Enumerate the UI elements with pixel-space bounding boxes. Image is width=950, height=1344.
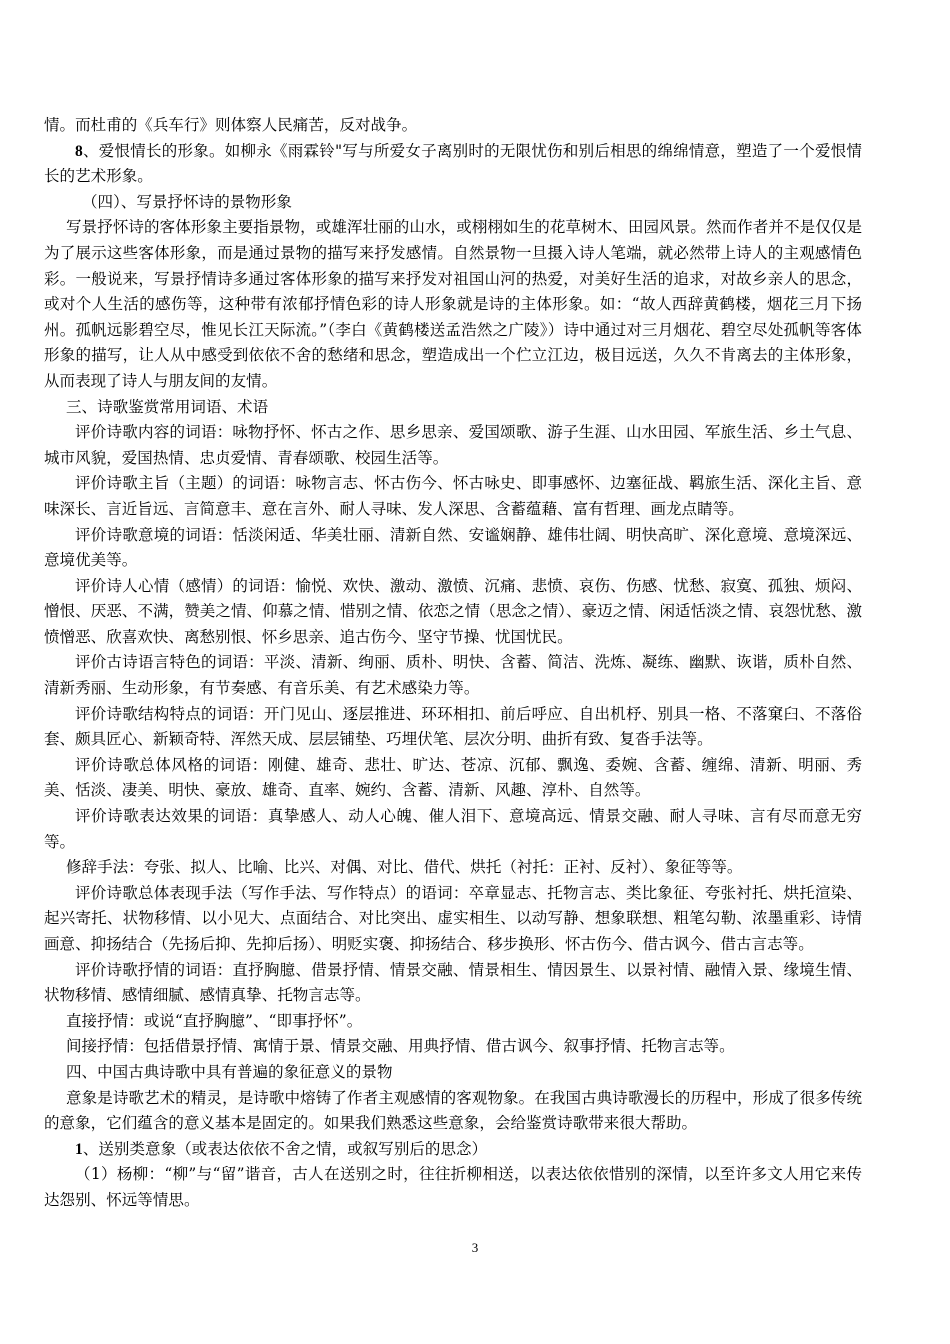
paragraph [44, 113, 862, 139]
paragraph [44, 804, 862, 855]
paragraph [44, 139, 862, 190]
paragraph [44, 753, 862, 804]
paragraph [44, 1060, 862, 1086]
paragraph-text: 评价诗歌结构特点的词语：开门见山、逐层推进、环环相扣、前后呼应、自出机杼、别具一格、不落窠臼、不落俗套、颇具匠心、新颖奇特、浑然天成、层层铺垫、巧埋伏笔、层次分明、曲折有致、复沓手法等。 [44, 704, 862, 749]
paragraph [44, 881, 862, 958]
paragraph [44, 1162, 862, 1213]
paragraph [44, 215, 862, 394]
paragraph [44, 190, 862, 216]
paragraph-text: 评价诗歌抒情的词语：直抒胸臆、借景抒情、情景交融、情景相生、情因景生、以景衬情、融情入景、缘境生情、状物移情、感情细腻、感情真挚、托物言志等。 [44, 960, 862, 1005]
paragraph [44, 420, 862, 471]
section-number: 8 [75, 142, 83, 160]
paragraph-text: 四、中国古典诗歌中具有普遍的象征意义的景物 [66, 1062, 393, 1081]
paragraph-text: 评价诗歌总体风格的词语：刚健、雄奇、悲壮、旷达、苍凉、沉郁、飘逸、委婉、含蓄、缠绵、清新、明丽、秀美、恬淡、凄美、明快、豪放、雄奇、直率、婉约、含蓄、清新、风趣、淳朴、自然等。 [44, 755, 862, 800]
paragraph-text: 评价古诗语言特色的词语：平淡、清新、绚丽、质朴、明快、含蓄、简洁、洗炼、凝练、幽默、诙谐，质朴自然、清新秀丽、生动形象，有节奏感、有音乐美、有艺术感染力等。 [44, 653, 862, 698]
paragraph-text: 评价诗歌意境的词语：恬淡闲适、华美壮丽、清新自然、安谧娴静、雄伟壮阔、明快高旷、深化意境、意境深远、意境优美等。 [44, 525, 862, 570]
paragraph-text: 写景抒怀诗的客体形象主要指景物，或雄浑壮丽的山水，或栩栩如生的花草树木、田园风景。然而作者并不是仅仅是为了展示这些客体形象，而是通过景物的描写来抒发感情。自然景物一旦摄入诗人笔端，就必然带上诗人的主观感情色彩。一般说来，写景抒情诗多通过客体形象的描写来抒发对祖国山河的热爱，对美好生活的追求，对故乡亲人的思念，或对个人生活的感伤等，这种带有浓郁抒情色彩的诗人形象就是诗的主体形象。如：“故人西辞黄鹤楼，烟花三月下扬州。孤帆远影碧空尽，惟见长江天际流。”（李白《黄鹤楼送孟浩然之广陵》）诗中通过对三月烟花、碧空尽处孤帆等客体形象的描写，让人从中感受到依依不舍的愁绪和思念，塑造成出一个伫立江边，极目远送，久久不肯离去的主体形象，从而表现了诗人与朋友间的友情。 [44, 218, 862, 390]
paragraph [44, 1009, 862, 1035]
paragraph-text: 间接抒情：包括借景抒情、寓情于景、情景交融、用典抒情、借古讽今、叙事抒情、托物言志等。 [66, 1037, 735, 1056]
paragraph [44, 702, 862, 753]
paragraph-text: 、送别类意象（或表达依依不舍之情，或叙写别后的思念） [82, 1139, 488, 1158]
paragraph-text: （1）杨柳：“柳”与“留”谐音，古人在送别之时，往往折柳相送，以表达依依惜别的深情，以至许多文人用它来传达怨别、怀远等情思。 [44, 1165, 862, 1209]
paragraph-text: 意象是诗歌艺术的精灵，是诗歌中熔铸了作者主观感情的客观物象。在我国古典诗歌漫长的历程中，形成了很多传统的意象，它们蕴含的意义基本是固定的。如果我们熟悉这些意象，会给鉴赏诗歌带来很大帮助。 [44, 1088, 862, 1133]
paragraph-text: 评价诗歌主旨（主题）的词语：咏物言志、怀古伤今、怀古咏史、即事感怀、边塞征战、羁旅生活、深化主旨、意味深长、言近旨远、言简意丰、意在言外、耐人寻味、发人深思、含蓄蕴藉、富有哲理、画龙点睛等。 [44, 474, 862, 518]
paragraph [44, 523, 862, 574]
section-number: 1 [75, 1140, 83, 1158]
paragraph [44, 1086, 862, 1137]
paragraph [44, 650, 862, 701]
paragraph-text: 情。而杜甫的《兵车行》则体察人民痛苦，反对战争。 [44, 116, 418, 134]
paragraph [44, 1137, 862, 1163]
page-body [44, 113, 862, 1214]
paragraph-text: （四）、写景抒怀诗的景物形象 [82, 192, 292, 211]
paragraph-text: 评价诗歌总体表现手法（写作手法、写作特点）的语词：卒章显志、托物言志、类比象征、夸张衬托、烘托渲染、起兴寄托、状物移情、以小见大、点面结合、对比突出、虚实相生、以动写静、想象联想、粗笔勾勒、浓墨重彩、诗情画意、抑扬结合（先扬后抑、先抑后扬）、明贬实褒、抑扬结合、移步换形、怀古伤今、借古讽今、借古言志等。 [44, 883, 862, 953]
page-number: 3 [471, 1240, 479, 1255]
paragraph [44, 855, 862, 881]
paragraph [44, 958, 862, 1009]
paragraph [44, 471, 862, 522]
paragraph-text: 、爱恨情长的形象。如柳永《雨霖铃"写与所爱女子离别时的无限忧伤和别后相思的绵绵情意，塑造了一个爱恨情长的艺术形象。 [44, 141, 862, 186]
paragraph-text: 修辞手法：夸张、拟人、比喻、比兴、对偶、对比、借代、烘托（衬托：正衬、反衬）、象征等等。 [66, 858, 743, 877]
paragraph [44, 395, 862, 421]
paragraph-text: 直接抒情：或说“直抒胸臆”、“即事抒怀”。 [66, 1011, 363, 1030]
paragraph-text: 评价诗人心情（感情）的词语：愉悦、欢快、激动、激愤、沉痛、悲愤、哀伤、伤感、忧愁、寂寞、孤独、烦闷、憎恨、厌恶、不满，赞美之情、仰慕之情、惜别之情、依恋之情（思念之情）、豪迈之情、闲适恬淡之情、哀怨忧愁、激愤憎恶、欣喜欢快、离愁别恨、怀乡思亲、追古伤今、坚守节操、忧国忧民。 [44, 576, 862, 646]
paragraph-text: 评价诗歌表达效果的词语：真挚感人、动人心魄、催人泪下、意境高远、情景交融、耐人寻味、言有尽而意无穷等。 [44, 807, 862, 851]
paragraph-text: 三、诗歌鉴赏常用词语、术语 [66, 397, 269, 416]
paragraph [44, 574, 862, 651]
paragraph-text: 评价诗歌内容的词语：咏物抒怀、怀古之作、思乡思亲、爱国颂歌、游子生涯、山水田园、军旅生活、乡土气息、城市风貌，爱国热情、忠贞爱情、青春颂歌、校园生活等。 [44, 423, 862, 467]
paragraph [44, 1034, 862, 1060]
